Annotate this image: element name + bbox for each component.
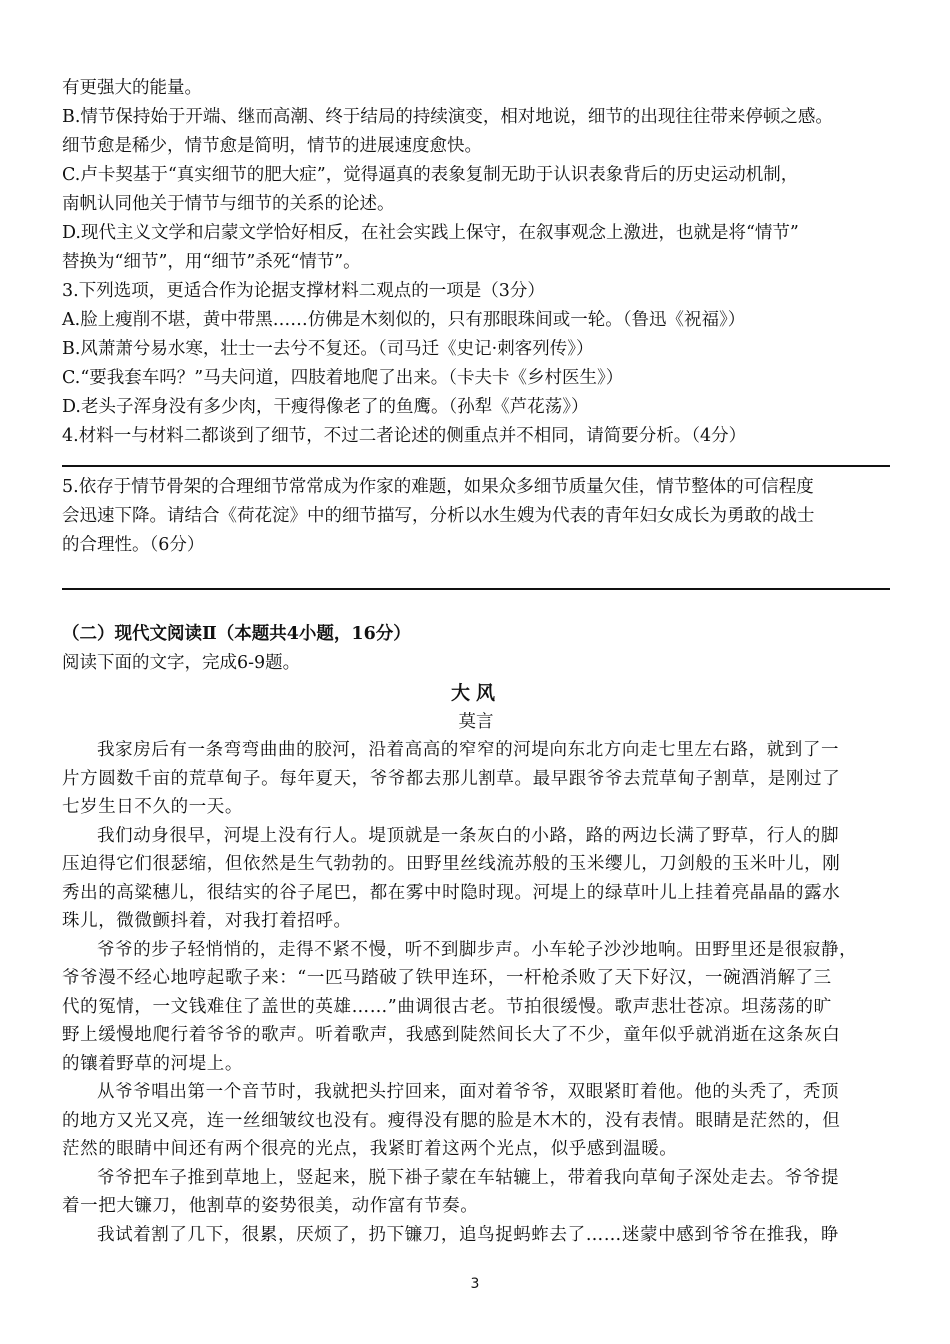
passage-line: 的地方又光又亮，连一丝细皱纹也没有。瘦得没有腮的脸是木木的，没有表情。眼睛是茫然的，但 [62,1110,841,1131]
passage-line: 爷爷把车子推到草地上，竖起来，脱下褂子蒙在车轱辘上，带着我向草甸子深处走去。爷爷提 [97,1167,840,1188]
q5-stem-line2: 会迅速下降。请结合《荷花淀》中的细节描写，分析以水生嫂为代表的青年妇女成长为勇敢的战士 [62,506,815,526]
q2-tail: 有更强大的能量。 [62,78,202,98]
passage-line: 茫然的眼睛中间还有两个很亮的光点，我紧盯着这两个光点，似乎感到温暖。 [62,1139,678,1159]
passage-body [62,736,890,1249]
passage-line: 爷爷的步子轻悄悄的，走得不紧不慢，听不到脚步声。小车轮子沙沙地响。田野里还是很寂静， [97,939,858,960]
passage-author: 莫言 [458,712,494,732]
passage-line: 压迫得它们很瑟缩，但依然是生气勃勃的。田野里丝线流苏般的玉米缨儿，刀剑般的玉米叶儿，刚 [62,854,841,874]
q2-option-b-line1: B.情节保持始于开端、继而高潮、终于结局的持续演变，相对地说，细节的出现往往带来停顿之感。 [62,107,833,127]
passage-line: 从爷爷唱出第一个音节时，我就把头拧回来，面对着爷爷，双眼紧盯着他。他的头秃了，秃顶 [97,1082,840,1102]
passage-line: 珠儿，微微颤抖着，对我打着招呼。 [62,911,352,931]
q4-stem: 4.材料一与材料二都谈到了细节，不过二者论述的侧重点并不相同，请简要分析。（4分） [62,426,747,446]
section-heading: （二）现代文阅读Ⅱ（本题共4小题，16分） [62,624,411,644]
q2-option-c-line1: C.卢卡契基于“真实细节的肥大症”，觉得逼真的表象复制无助于认识表象背后的历史运动机制， [62,165,799,185]
q3-option-d: D.老头子浑身没有多少肉，干瘦得像老了的鱼鹰。（孙犁《芦花荡》） [62,397,589,417]
q2-option-d-line1: D.现代主义文学和启蒙文学恰好相反，在社会实践上保守，在叙事观念上激进，也就是将“情节” [62,223,799,243]
passage-line: 我试着割了几下，很累，厌烦了，扔下镰刀，追鸟捉蚂蚱去了……迷蒙中感到爷爷在推我，睁 [97,1224,840,1245]
q2-option-d-line2: 替换为“细节”，用“细节”杀死“情节”。 [62,252,361,272]
q3-option-a: A.脸上瘦削不堪，黄中带黑……仿佛是木刻似的，只有那眼珠间或一轮。（鲁迅《祝福》） [62,310,746,330]
passage-line: 我家房后有一条弯弯曲曲的胶河，沿着高高的窄窄的河堤向东北方向走七里左右路，就到了一 [97,740,840,760]
passage-line: 着一把大镰刀，他割草的姿势很美，动作富有节奏。 [62,1196,479,1216]
passage-line: 野上缓慢地爬行着爷爷的歌声。听着歌声，我感到陡然间长大了不少，童年似乎就消逝在这条灰白 [62,1025,841,1045]
q3-stem: 3.下列选项，更适合作为论据支撑材料二观点的一项是（3分） [62,281,545,301]
passage-line: 秀出的高粱穗儿，很结实的谷子尾巴，都在雾中时隐时现。河堤上的绿草叶儿上挂着亮晶晶的露水 [62,882,841,903]
passage-line: 代的冤情，一文钱难住了盖世的英雄……”曲调很古老。节拍很缓慢。歌声悲壮苍凉。坦荡荡的旷 [62,996,832,1017]
passage-line: 我们动身很早，河堤上没有行人。堤顶就是一条灰白的小路，路的两边长满了野草，行人的脚 [97,825,840,846]
q5-stem-line1: 5.依存于情节骨架的合理细节常常成为作家的难题，如果众多细节质量欠佳，情节整体的可信程度 [62,477,814,497]
q5-stem-line3: 的合理性。（6分） [62,535,205,555]
passage-title: 大风 [450,682,501,704]
q3-option-b: B.风萧萧兮易水寒，壮士一去兮不复还。（司马迁《史记·刺客列传》） [62,339,594,359]
passage-line: 七岁生日不久的一天。 [62,797,243,817]
q2-option-c-line2: 南帆认同他关于情节与细节的关系的论述。 [62,194,395,214]
q3-option-c: C.“要我套车吗？”马夫问道，四肢着地爬了出来。（卡夫卡《乡村医生》） [62,368,624,388]
passage-line: 片方圆数千亩的荒草甸子。每年夏天，爷爷都去那儿割草。最早跟爷爷去荒草甸子割草，是刚过了 [62,768,841,789]
page-number: 3 [470,1276,480,1292]
passage-line: 的镶着野草的河堤上。 [62,1053,243,1074]
section-instruction: 阅读下面的文字，完成6-9题。 [62,653,301,673]
q2-option-b-line2: 细节愈是稀少，情节愈是简明，情节的进展速度愈快。 [62,136,482,156]
passage-line: 爷爷漫不经心地哼起歌子来：“一匹马踏破了铁甲连环，一杆枪杀败了天下好汉，一碗酒消解了三 [62,968,832,988]
